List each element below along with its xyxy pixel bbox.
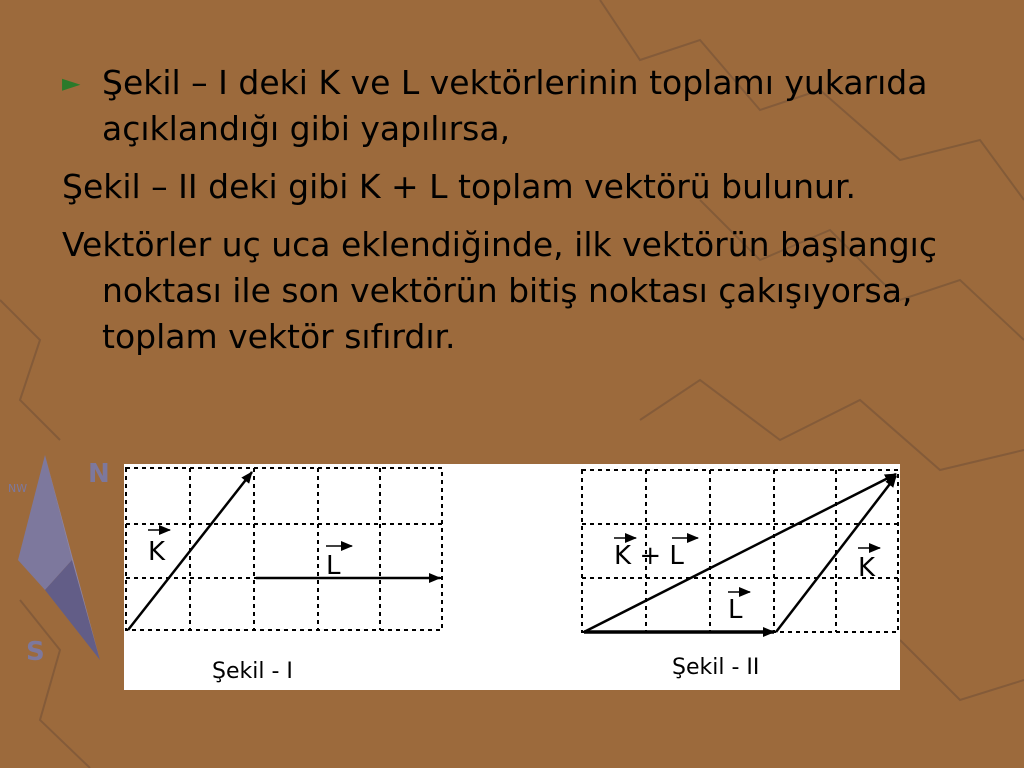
bullet-arrow-icon: ►	[62, 69, 81, 97]
paragraph-2	[62, 164, 962, 210]
figure2-label-l	[728, 592, 750, 625]
figure1-caption: Şekil - I	[212, 659, 293, 684]
svg-text:K: K	[148, 537, 166, 567]
figures-svg	[124, 464, 900, 690]
paragraph-2-text: Şekil – II deki gibi K + L toplam vektörü bulunur.	[62, 167, 856, 206]
svg-text:K: K	[858, 553, 876, 583]
slide-body	[62, 60, 962, 372]
compass-rose	[8, 455, 110, 667]
figure1-label-l	[326, 546, 352, 581]
svg-text:K + L: K + L	[614, 541, 684, 571]
figure2-label-sum	[614, 538, 698, 571]
vector-figures	[124, 464, 900, 690]
paragraph-3	[62, 222, 962, 360]
paragraph-3-text: Vektörler uç uca eklendiğinde, ilk vektörün başlangıç noktası ile son vektörün bitiş noktası çakışıyorsa, toplam vektör sıfırdır.	[62, 225, 937, 356]
svg-text:L: L	[728, 595, 743, 625]
figure2-label-k	[858, 548, 880, 583]
paragraph-1-text: Şekil – I deki K ve L vektörlerinin toplamı yukarıda açıklandığı gibi yapılırsa,	[102, 63, 928, 148]
compass-south-label: S	[26, 637, 45, 667]
figure1-label-k	[148, 530, 170, 567]
svg-text:L: L	[326, 551, 341, 581]
figure1-grid	[126, 468, 442, 630]
paragraph-1	[62, 60, 962, 152]
compass-nw-label: NW	[8, 482, 28, 495]
figure2-caption: Şekil - II	[672, 655, 760, 680]
compass-north-label: N	[88, 459, 110, 489]
